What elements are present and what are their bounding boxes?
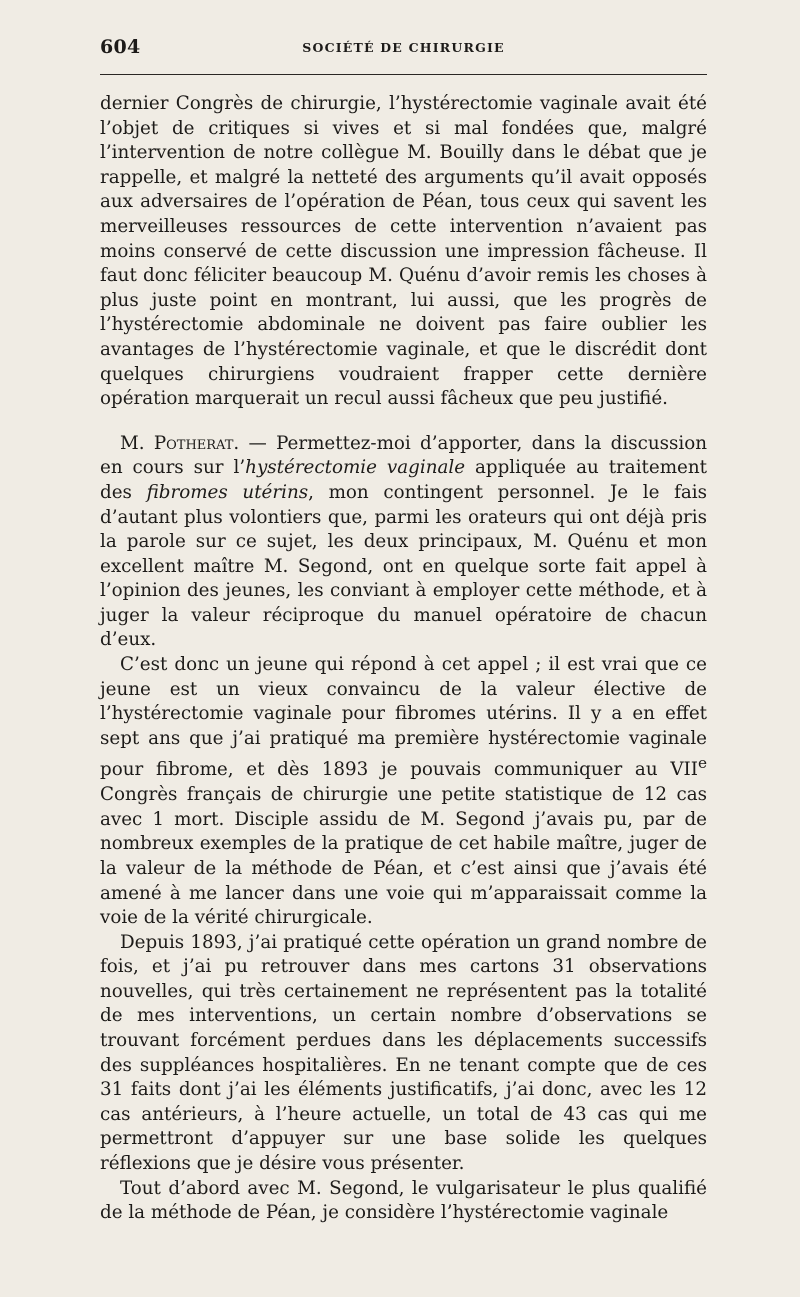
paragraph-3-start: C’est donc un jeune qui répond à cet appel ; il est vrai que ce jeune est un vieux convaincu de la valeur élective de l’hystérectomie vaginale pour fibromes utérins. Il y a en effet sept ans que j’ai pratiqué ma première hystérectomie vaginale pour fibrome, et dès 1893 je pouvais communiquer au VII [100, 654, 707, 781]
paragraph-2-end: , mon contingent personnel. Je le fais d’autant plus volontiers que, parmi les orateurs qui ont déjà pris la parole sur ce sujet, les deux principaux, M. Quénu et mon excellent maître M. Segond, ont en quelque sorte fait appel à l’opinion des jeunes, les conviant à employer cette méthode, et à juger la valeur réciproque du manuel opératoire de chacun d’eux. [100, 481, 708, 651]
speaker-prefix: M. [120, 432, 154, 454]
paragraph-2 [100, 432, 707, 653]
paragraph-2-mid: appliquée au traitement des [100, 457, 707, 503]
superscript-e: e [697, 754, 707, 773]
paragraph-2-lead: . — Permettez-moi d’apporter, dans la discussion en cours sur l’ [100, 432, 707, 479]
paragraph-1: dernier Congrès de chirurgie, l’hystérectomie vaginale avait été l’objet de critiques si vives et si mal fondées que, malgré l’intervention de notre collègue M. Bouilly dans le débat que je rappelle, et malgré la netteté des arguments qu’il avait opposés aux adversaires de l’opération de Péan, tous ceux qui savent les merveilleuses ressources de cette intervention n’avaient pas moins conservé de cette discussion une impression fâcheuse. Il faut donc féliciter beaucoup M. Quénu d’avoir remis les choses à plus juste point en montrant, lui aussi, que les progrès de l’hystérectomie abdominale ne doivent pas faire oublier les avantages de l’hystérectomie vaginale, et que le discrédit dont quelques chirurgiens voudraient frapper cette dernière opération marquerait un recul aussi fâcheux que peu justifié. [100, 93, 707, 410]
header-rule [100, 74, 707, 75]
speaker-name: Potherat [153, 432, 234, 454]
page-header [100, 36, 707, 64]
running-head: SOCIÉTÉ DE CHIRURGIE [302, 40, 505, 55]
italic-term-hysterectomy: hystérectomie vaginale [245, 457, 466, 479]
italic-term-fibromes: fibromes utérins [146, 481, 309, 503]
paragraph-3 [100, 653, 707, 931]
paragraph-5: Tout d’abord avec M. Segond, le vulgarisateur le plus qualifié de la méthode de Péan, je considère l’hystérectomie vaginale [100, 1177, 707, 1224]
paragraph-3-end: Congrès français de chirurgie une petite statistique de 12 cas avec 1 mort. Disciple assidu de M. Segond j’avais pu, par de nombreux exemples de la pratique de cet habile maître, juger de la valeur de la méthode de Péan, et c’est ainsi que j’avais été amené à me lancer dans une voie qui m’apparaissait comme la voie de la vérité chirurgicale. [100, 784, 707, 929]
page-number: 604 [100, 36, 141, 58]
paragraph-4: Depuis 1893, j’ai pratiqué cette opération un grand nombre de fois, et j’ai pu retrouver dans mes cartons 31 observations nouvelles, qui très certainement ne représentent pas la totalité de mes interventions, un certain nombre d’observations se trouvant forcément perdues dans les déplacements successifs des suppléances hospitalières. En ne tenant compte que de ces 31 faits dont j’ai les éléments justificatifs, j’ai donc, avec les 12 cas antérieurs, à l’heure actuelle, un total de 43 cas qui me permettront d’appuyer sur une base solide les quelques réflexions que je désire vous présenter. [100, 931, 707, 1175]
body-text [100, 92, 707, 1226]
